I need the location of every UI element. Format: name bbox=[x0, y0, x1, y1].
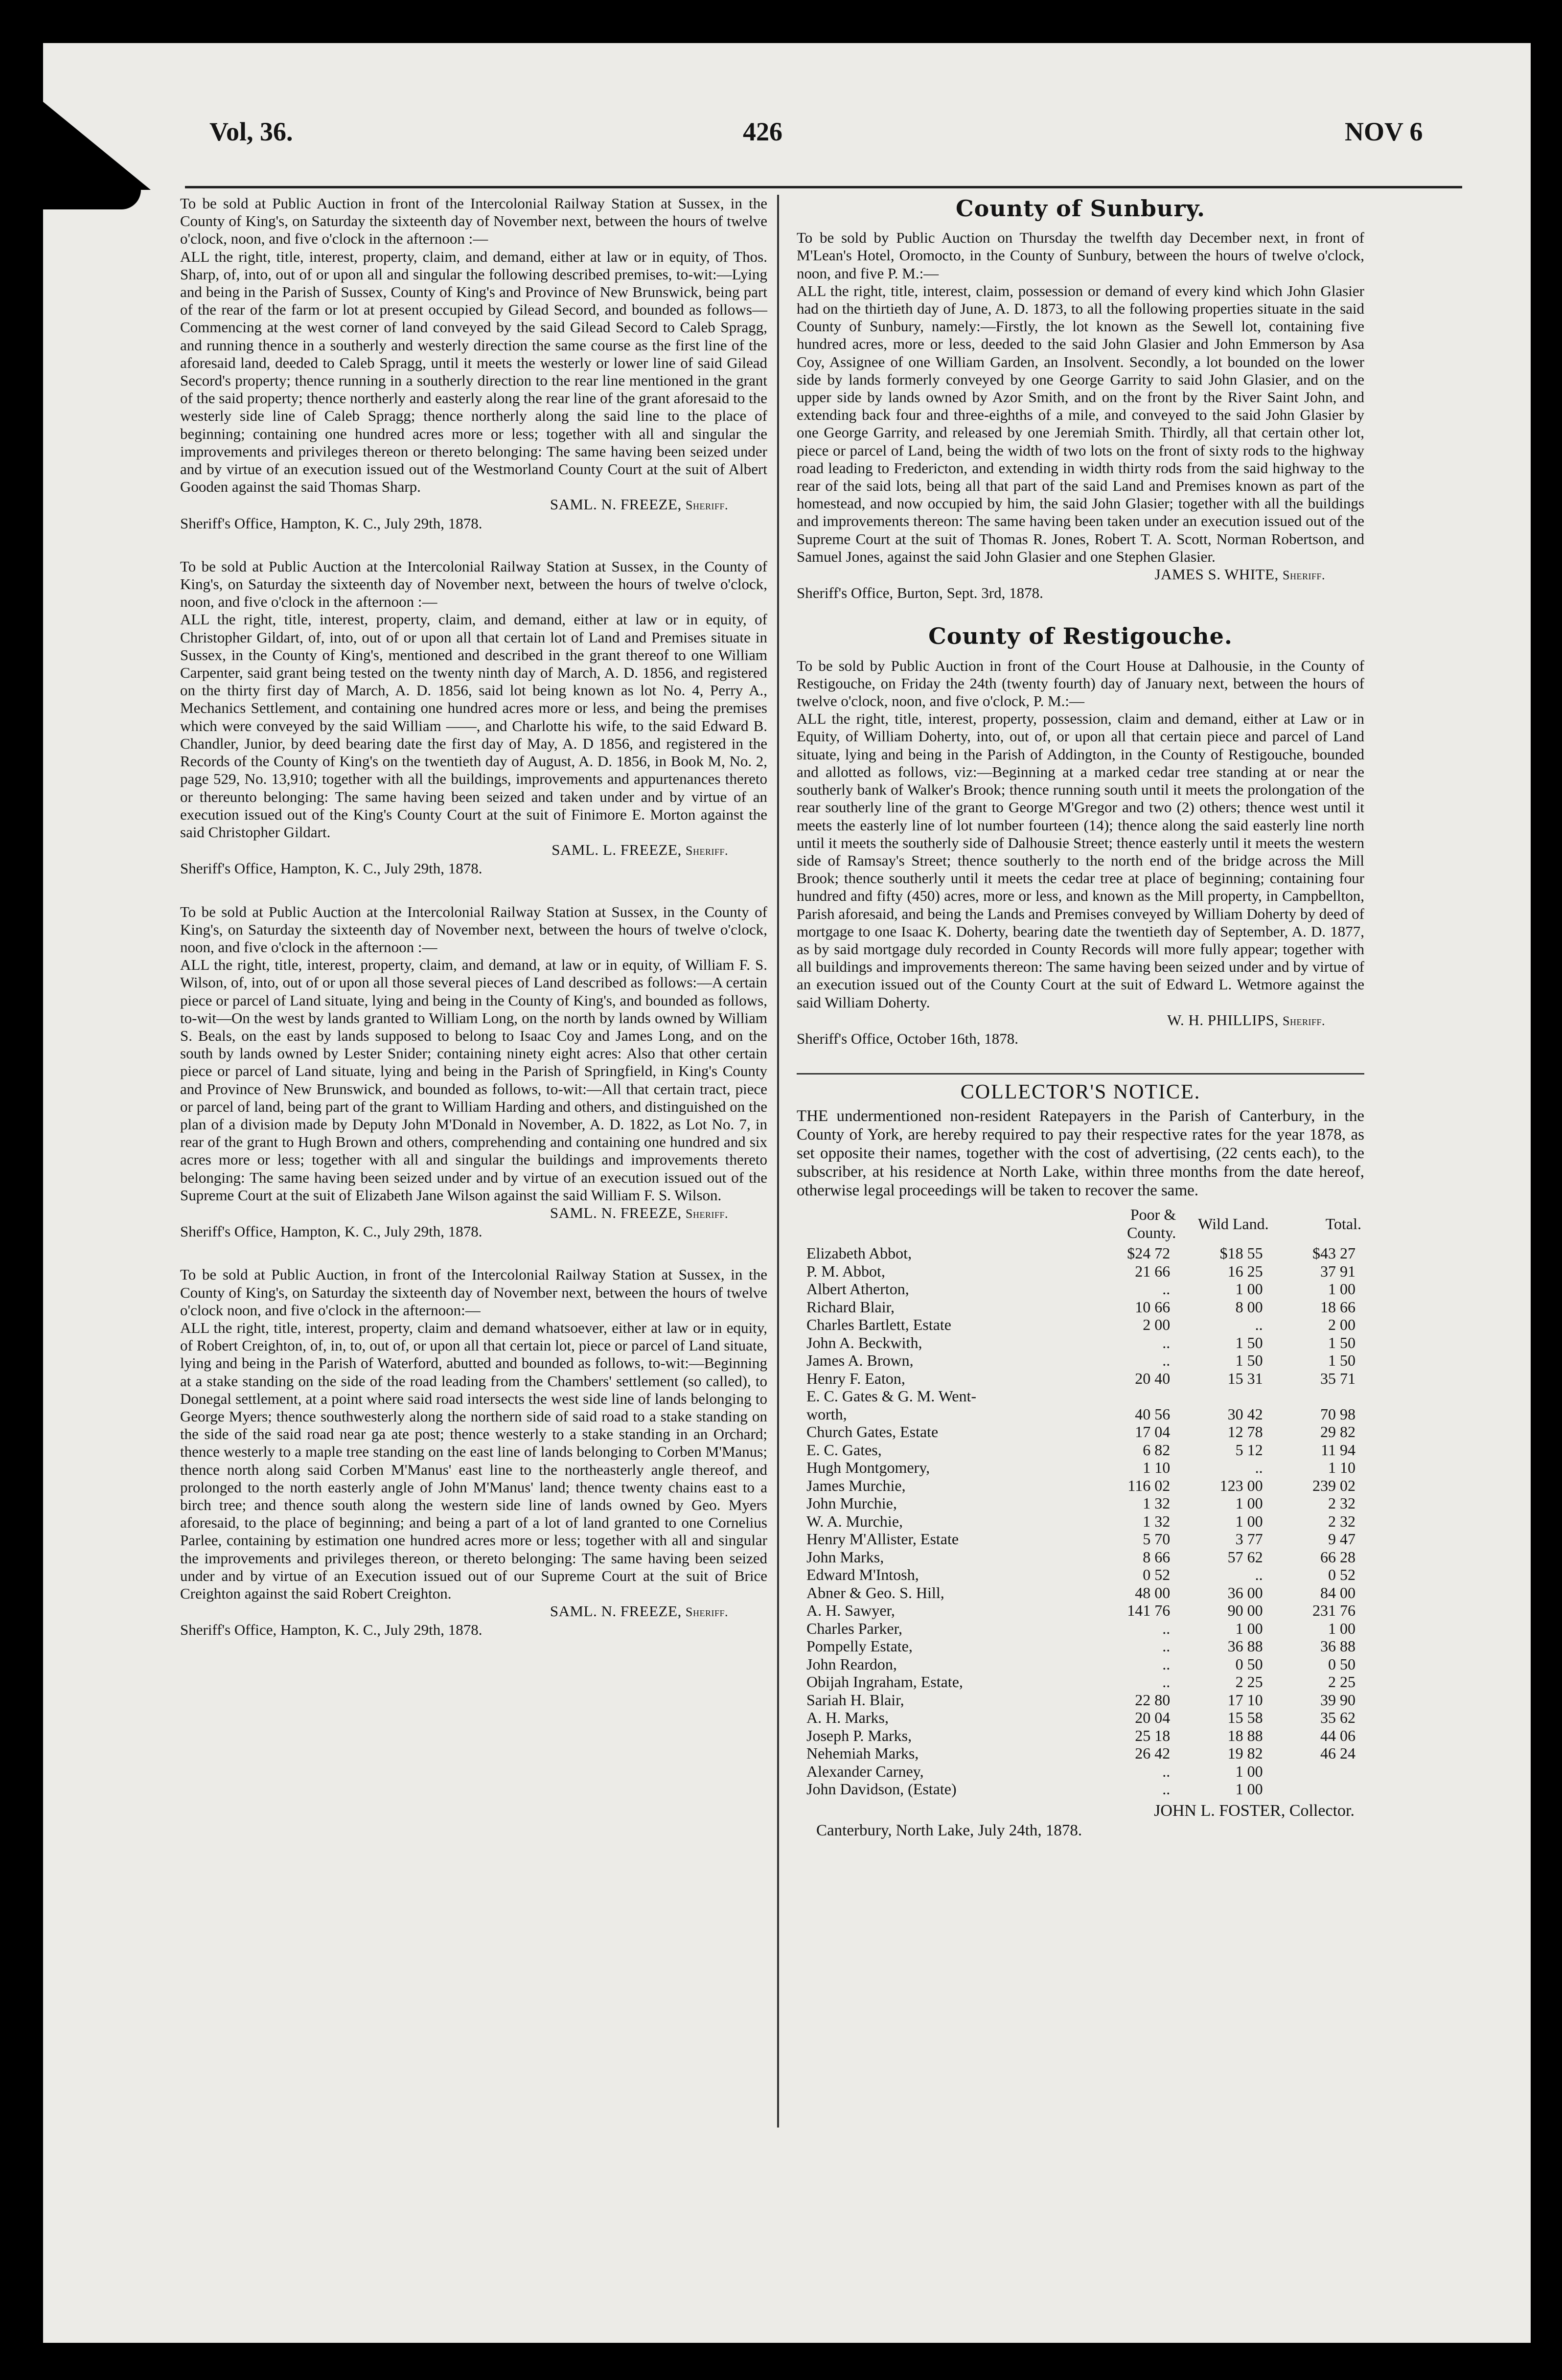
table-row bbox=[797, 1620, 1364, 1638]
poor-county-rate: 116 02 bbox=[1127, 1476, 1171, 1494]
wild-land-rate: 90 00 bbox=[1227, 1602, 1263, 1620]
total-rate: 0 50 bbox=[1328, 1655, 1355, 1673]
signer-name: SAML. N. FREEZE, bbox=[550, 1204, 682, 1221]
signer-name: SAML. L. FREEZE, bbox=[551, 841, 682, 859]
page-number: 426 bbox=[743, 117, 782, 146]
total-rate bbox=[1272, 1387, 1364, 1405]
wild-land-rate: 1 50 bbox=[1235, 1333, 1263, 1351]
total-rate: 35 71 bbox=[1320, 1369, 1355, 1387]
table-row bbox=[797, 1780, 1364, 1798]
poor-county-rate: 25 18 bbox=[1135, 1726, 1171, 1744]
table-row bbox=[797, 1405, 1364, 1423]
poor-county-rate: 48 00 bbox=[1135, 1583, 1171, 1602]
table-row bbox=[797, 1459, 1364, 1477]
ratepayer-name: John A. Beckwith, bbox=[806, 1333, 922, 1351]
notice-lead: To be sold at Public Auction, in front of the Intercolonial Railway Station at Sussex, in the County of King's, on Saturday the sixteenth day of November next, between the hours of twelve o'clock noon, and five o'clock in the afternoon:— bbox=[180, 1266, 767, 1319]
page-header bbox=[43, 43, 1531, 200]
total-rate: $43 27 bbox=[1312, 1244, 1355, 1262]
poor-county-rate: .. bbox=[1162, 1351, 1171, 1370]
wild-land-rate: 12 78 bbox=[1227, 1423, 1263, 1441]
ratepayer-name: Henry F. Eaton, bbox=[806, 1369, 905, 1387]
poor-county-rate: .. bbox=[1162, 1637, 1171, 1655]
table-row bbox=[797, 1691, 1364, 1709]
ratepayer-name: Charles Bartlett, Estate bbox=[806, 1316, 951, 1334]
wild-land-rate: 19 82 bbox=[1227, 1744, 1263, 1762]
poor-county-rate: 1 32 bbox=[1143, 1494, 1171, 1512]
total-rate: 231 76 bbox=[1312, 1602, 1355, 1620]
poor-county-rate bbox=[1086, 1387, 1179, 1405]
notice-signature bbox=[180, 1602, 767, 1621]
table-row bbox=[797, 1512, 1364, 1531]
notice-lead: To be sold by Public Auction in front of the Court House at Dalhousie, in the County of Restigouche, on Friday the 24th (twenty fourth) day of January next, between the hours of twelve o'clock, noon, and five o'clock, P. M.:— bbox=[797, 657, 1364, 710]
collector-title: COLLECTOR'S NOTICE. bbox=[960, 1081, 1201, 1104]
total-rate: 36 88 bbox=[1320, 1637, 1355, 1655]
total-rate: 66 28 bbox=[1320, 1548, 1355, 1566]
ratepayer-name: A. H. Sawyer, bbox=[806, 1602, 895, 1620]
wild-land-rate: 16 25 bbox=[1227, 1262, 1263, 1280]
table-header-row bbox=[797, 1206, 1364, 1244]
poor-county-rate: 2 00 bbox=[1143, 1316, 1171, 1334]
wild-land-rate: .. bbox=[1255, 1566, 1263, 1584]
total-rate: 239 02 bbox=[1312, 1476, 1355, 1494]
notice-office: Sheriff's Office, Hampton, K. C., July 29th, 1878. bbox=[180, 1621, 482, 1639]
signer-title: Sheriff. bbox=[686, 844, 728, 858]
table-row bbox=[797, 1548, 1364, 1566]
wild-land-rate bbox=[1179, 1387, 1271, 1405]
poor-county-rate: 10 66 bbox=[1135, 1298, 1171, 1316]
left-column bbox=[180, 195, 767, 1665]
notice-office: Sheriff's Office, October 16th, 1878. bbox=[797, 1030, 1018, 1047]
notice-lead: To be sold by Public Auction on Thursday the twelfth day December next, in front of M'Lean's Hotel, Oromocto, in the County of Sunbury, between the hours of twelve o'clock, noon, and five P. M.:— bbox=[797, 229, 1364, 282]
signer-title: Sheriff. bbox=[686, 1206, 728, 1221]
sheriff-notice bbox=[180, 195, 767, 532]
table-row bbox=[797, 1584, 1364, 1602]
county-heading: County of Sunbury. bbox=[955, 195, 1206, 222]
table-row bbox=[797, 1530, 1364, 1548]
column-divider bbox=[777, 195, 779, 2128]
total-rate: 84 00 bbox=[1320, 1583, 1355, 1602]
ratepayer-name: E. C. Gates & G. M. Went- bbox=[806, 1387, 977, 1405]
poor-county-rate: 1 10 bbox=[1143, 1459, 1171, 1477]
poor-county-rate: .. bbox=[1162, 1655, 1171, 1673]
table-row bbox=[797, 1262, 1364, 1281]
column-header: Wild Land. bbox=[1198, 1214, 1269, 1233]
newspaper-page bbox=[43, 43, 1531, 2343]
table-row bbox=[797, 1477, 1364, 1495]
table-row bbox=[797, 1387, 1364, 1405]
ratepayer-name: P. M. Abbot, bbox=[806, 1262, 885, 1280]
issue-date: NOV 6 bbox=[1345, 117, 1423, 146]
header-rule bbox=[185, 186, 1462, 188]
table-row bbox=[797, 1423, 1364, 1441]
wild-land-rate: 15 31 bbox=[1227, 1369, 1263, 1387]
total-rate: 2 00 bbox=[1328, 1316, 1355, 1334]
notice-office: Sheriff's Office, Hampton, K. C., July 29th, 1878. bbox=[180, 860, 482, 877]
wild-land-rate: 17 10 bbox=[1227, 1691, 1263, 1709]
ratepayer-name: worth, bbox=[806, 1405, 847, 1423]
notice-office: Sheriff's Office, Hampton, K. C., July 29th, 1878. bbox=[180, 514, 482, 532]
wild-land-rate: 57 62 bbox=[1227, 1548, 1263, 1566]
poor-county-rate: 26 42 bbox=[1135, 1744, 1171, 1762]
collector-signature: JOHN L. FOSTER, Collector. bbox=[1154, 1801, 1355, 1820]
total-rate: 1 50 bbox=[1328, 1333, 1355, 1351]
total-rate: 11 94 bbox=[1321, 1441, 1355, 1459]
notice-signature bbox=[180, 841, 767, 860]
poor-county-rate: .. bbox=[1162, 1280, 1171, 1298]
total-rate: 70 98 bbox=[1320, 1405, 1355, 1423]
ratepayer-name: Obijah Ingraham, Estate, bbox=[806, 1673, 963, 1691]
wild-land-rate: .. bbox=[1255, 1316, 1263, 1334]
total-rate: 46 24 bbox=[1320, 1744, 1355, 1762]
total-rate bbox=[1272, 1780, 1364, 1798]
notice-body: ALL the right, title, interest, property, claim, and demand, at law or in equity, of William F. S. Wilson, of, into, out of or upon all those several pieces of Land described as follows:—A certain piece or parcel of Land situate, lying and being in the County of King's, and bounded as follows, to-wit—On the west by lands granted to William Long, on the north by lands owned by William S. Beals, on the east by lands supposed to belong to Isaac Coy and James Long, and on the south by lands owned by Lester Snider; containing ninety eight acres: Also that other certain piece or parcel of Land situate, lying and being in the Parish of Springfield, in King's County and Province of New Brunswick, and bounded as follows, to-wit:—All that certain tract, piece or parcel of land, being part of the grant to William Harding and others, and distinguished on the plan of a division made by Deputy John M'Donald in November, A. D. 1822, as Lot No. 7, in rear of the grant to Hugh Brown and others, comprehending and containing one hundred and six acres more or less; together with all and singular the buildings and improvements thereto belonging: The same having been seized under and by virtue of an execution issued out of the Supreme Court at the suit of Elizabeth Jane Wilson against the said William F. S. Wilson. bbox=[180, 956, 767, 1204]
wild-land-rate: 1 00 bbox=[1235, 1619, 1263, 1637]
ratepayer-name: E. C. Gates, bbox=[806, 1441, 882, 1459]
county-heading: County of Restigouche. bbox=[928, 623, 1233, 650]
table-row bbox=[797, 1602, 1364, 1620]
sheriff-notice bbox=[180, 558, 767, 878]
notice-office: Sheriff's Office, Burton, Sept. 3rd, 1878. bbox=[797, 584, 1043, 602]
ratepayers-rows bbox=[797, 1244, 1364, 1798]
total-rate: 29 82 bbox=[1320, 1423, 1355, 1441]
poor-county-rate: 17 04 bbox=[1135, 1423, 1171, 1441]
wild-land-rate: 30 42 bbox=[1227, 1405, 1263, 1423]
ratepayer-name: Edward M'Intosh, bbox=[806, 1566, 919, 1584]
total-rate: 37 91 bbox=[1320, 1262, 1355, 1280]
notice-body: ALL the right, title, interest, property, claim and demand whatsoever, either at law or in equity, of Robert Creighton, of, in, to, out of, or upon all that certain lot, piece or parcel of Land situate, lying and being in the Parish of Waterford, abutted and bounded as follows, to-wit:—Beginning at a stake standing on the side of the road leading from the Chambers' settlement (so called), to Donegal settlement, at a point where said road intersects the west side line of lands belonging to George Myers; thence southwesterly along the northern side of said road to a stake standing on the side of the said road near ga ate post; thence westerly to a stake standing in an Orchard; thence westerly to a maple tree standing on the east line of lands belonging to Corben M'Manus; thence north along said Corben M'Manus' east line to the northeasterly angle thereof, and prolonged to the north easterly angle of John M'Manus' land; thence twenty chains east to a birch tree; and thence south along the western side line of lands owned by Geo. Myers aforesaid, to the place of beginning; and being a part of a lot of land granted to one Cornelius Parlee, containing by estimation one hundred acres more or less; together with all and singular the improvements and privileges thereon, or thereto belonging: The same having been seized under and by virtue of an Execution issued out of our Supreme Court at the suit of Brice Creighton against the said Robert Creighton. bbox=[180, 1319, 767, 1602]
ratepayer-name: John Murchie, bbox=[806, 1494, 897, 1512]
total-rate: 0 52 bbox=[1328, 1566, 1355, 1584]
table-row bbox=[797, 1370, 1364, 1388]
total-rate: 2 25 bbox=[1328, 1673, 1355, 1691]
table-row bbox=[797, 1298, 1364, 1316]
notice-body: ALL the right, title, interest, property, claim, and demand, either at law or in equity, of Christopher Gildart, of, into, out of or upon all that certain lot of Land and Premises situate in Sussex, in the County of King's, mentioned and described in the grant thereof to one William Carpenter, said grant being tested on the twenty ninth day of March, A. D. 1856, and registered on the thirty first day of March, A. D. 1856, said lot being known as lot No. 4, Perry A., Mechanics Settlement, and containing one hundred acres more or less, and being the premises which were conveyed by the said William ——, and Charlotte his wife, to the said Edward B. Chandler, Junior, by deed bearing date the first day of May, A. D 1856, and registered in the Records of the County of King's on the twentieth day of August, A. D. 1856, in Book M, No. 2, page 529, No. 13,910; together with all the buildings, improvements and appurtenances thereto or thereunto belonging: The same having been seized and taken under and by virtue of an execution issued out of the King's County Court at the suit of Finimore E. Morton against the said Christopher Gildart. bbox=[180, 611, 767, 841]
poor-county-rate: 0 52 bbox=[1143, 1566, 1171, 1584]
wild-land-rate: 0 50 bbox=[1235, 1655, 1263, 1673]
total-rate: 9 47 bbox=[1328, 1530, 1355, 1548]
table-row bbox=[797, 1762, 1364, 1781]
table-row bbox=[797, 1744, 1364, 1762]
ratepayer-name: John Reardon, bbox=[806, 1655, 897, 1673]
poor-county-rate: 141 76 bbox=[1127, 1602, 1171, 1620]
sheriff-notice bbox=[180, 1266, 767, 1639]
total-rate: 44 06 bbox=[1320, 1726, 1355, 1744]
poor-county-rate: .. bbox=[1162, 1333, 1171, 1351]
poor-county-rate: 6 82 bbox=[1143, 1441, 1171, 1459]
table-row bbox=[797, 1566, 1364, 1584]
ratepayer-name: James A. Brown, bbox=[806, 1351, 914, 1370]
wild-land-rate: $18 55 bbox=[1219, 1244, 1263, 1262]
ratepayer-name: John Marks, bbox=[806, 1548, 884, 1566]
right-column bbox=[797, 195, 1364, 1839]
total-rate bbox=[1272, 1762, 1364, 1781]
poor-county-rate: .. bbox=[1162, 1673, 1171, 1691]
section-rule bbox=[797, 1073, 1364, 1075]
wild-land-rate: 8 00 bbox=[1235, 1298, 1263, 1316]
ratepayers-table bbox=[797, 1206, 1364, 1798]
collector-intro: THE undermentioned non-resident Ratepayers in the Parish of Canterbury, in the County of York, are hereby required to pay their respective rates for the year 1878, as set opposite their names, together with the cost of advertising, (22 cents each), to the subscriber, at his residence at North Lake, within three months from the date hereof, otherwise legal proceedings will be taken to recover the same. bbox=[797, 1107, 1364, 1200]
poor-county-rate: 21 66 bbox=[1135, 1262, 1171, 1280]
table-row bbox=[797, 1673, 1364, 1691]
wild-land-rate: 1 00 bbox=[1235, 1494, 1263, 1512]
notice-lead: To be sold at Public Auction at the Intercolonial Railway Station at Sussex, in the County of King's, on Saturday the sixteenth day of November next, between the hours of twelve o'clock, noon, and five o'clock in the afternoon :— bbox=[180, 557, 767, 611]
table-row bbox=[797, 1441, 1364, 1459]
poor-county-rate: 22 80 bbox=[1135, 1691, 1171, 1709]
volume-label: Vol, 36. bbox=[209, 117, 293, 146]
table-row bbox=[797, 1316, 1364, 1334]
ratepayer-name: Sariah H. Blair, bbox=[806, 1691, 904, 1709]
total-rate: 1 50 bbox=[1328, 1351, 1355, 1370]
notice-body: ALL the right, title, interest, property, possession, claim and demand, either at Law or in Equity, of William Doherty, into, out of, or upon all that certain piece and parcel of Land situate, lying and being in the Parish of Addington, in the County of Restigouche, bounded and allotted as follows, viz:—Beginning at a marked cedar tree standing at or near the southerly bank of Walker's Brook; thence running south until it meets the prolongation of the rear southerly line of the grant to George M'Gregor and two (2) others; thence west until it meets the easterly line of lot number fourteen (14); thence along the said easterly line north until it meets the southerly side of Dalhousie Street; thence easterly until it meets the western side of Ramsay's Street; thence southerly to the north end of the bridge across the Mill Brook; thence southerly until it meets the cedar tree at place of beginning; containing four hundred and fifty (450) acres, more or less, and known as the Mill property, in Campbellton, Parish aforesaid, and being the Lands and Premises conveyed by William Doherty by deed of mortgage to one Isaac K. Doherty, bearing date the twentieth day of September, A. D. 1877, as by said mortgage duly recorded in County Records will more fully appear; together with all buildings and improvements thereon: The same having been seized under and by virtue of an execution issued out of the County Court at the suit of Edward L. Wetmore against the said William Doherty. bbox=[797, 710, 1364, 1011]
poor-county-rate: .. bbox=[1162, 1619, 1171, 1637]
wild-land-rate: 2 25 bbox=[1235, 1673, 1263, 1691]
ratepayer-name: Pompelly Estate, bbox=[806, 1637, 913, 1655]
poor-county-rate: .. bbox=[1162, 1780, 1171, 1798]
wild-land-rate: 1 00 bbox=[1235, 1280, 1263, 1298]
table-row bbox=[797, 1244, 1364, 1262]
ratepayer-name: Abner & Geo. S. Hill, bbox=[806, 1583, 944, 1602]
column-header: Total. bbox=[1325, 1214, 1361, 1233]
notice-body: ALL the right, title, interest, property, claim, and demand, either at law or in equity, of Thos. Sharp, of, into, out of or upon all and singular the following described premises, to-wit:—Lying and being in the Parish of Sussex, County of King's and Province of New Brunswick, being part of the rear of the farm or lot at present occupied by Gilead Secord, and bounded as follows—Commencing at the west corner of land conveyed by the said Gilead Secord to Caleb Spragg, and running thence in a southerly and westerly direction the same course as the first line of the aforesaid land, deeded to Caleb Spragg, until it meets the westerly or lower line of said Gilead Secord's property; thence running in a southerly direction to the rear line mentioned in the grant of the said property; thence northerly and easterly along the rear line of the grant aforesaid to the westerly side line of Caleb Spragg; thence northerly along the said line to the place of beginning; containing one hundred acres more or less; together with all and singular the improvements and privileges thereon or thereto belonging: The same having been seized under and by virtue of an execution issued out of the Westmorland County Court at the suit of Albert Gooden against the said Thomas Sharp. bbox=[180, 248, 767, 496]
poor-county-rate: 40 56 bbox=[1135, 1405, 1171, 1423]
notice-signature bbox=[180, 1204, 767, 1223]
wild-land-rate: .. bbox=[1255, 1459, 1263, 1477]
signer-title: Sheriff. bbox=[1283, 1013, 1325, 1028]
poor-county-rate: 1 32 bbox=[1143, 1512, 1171, 1530]
table-row bbox=[797, 1709, 1364, 1727]
table-row bbox=[797, 1280, 1364, 1298]
ratepayer-name: A. H. Marks, bbox=[806, 1709, 889, 1727]
ratepayer-name: James Murchie, bbox=[806, 1476, 906, 1494]
sunbury-notice bbox=[797, 195, 1364, 602]
ratepayer-name: John Davidson, (Estate) bbox=[806, 1780, 957, 1798]
signer-title: Sheriff. bbox=[1283, 568, 1325, 583]
wild-land-rate: 36 00 bbox=[1227, 1583, 1263, 1602]
poor-county-rate: 8 66 bbox=[1143, 1548, 1171, 1566]
notice-lead: To be sold at Public Auction in front of the Intercolonial Railway Station at Sussex, in the County of King's, on Saturday the sixteenth day of November next, between the hours of twelve o'clock, noon, and five o'clock in the afternoon :— bbox=[180, 195, 767, 248]
wild-land-rate: 36 88 bbox=[1227, 1637, 1263, 1655]
wild-land-rate: 1 50 bbox=[1235, 1351, 1263, 1370]
ratepayer-name: Charles Parker, bbox=[806, 1619, 902, 1637]
column-header: Poor & County. bbox=[1127, 1206, 1176, 1241]
poor-county-rate: .. bbox=[1162, 1762, 1171, 1780]
wild-land-rate: 123 00 bbox=[1219, 1476, 1263, 1494]
total-rate: 35 62 bbox=[1320, 1709, 1355, 1727]
poor-county-rate: 20 40 bbox=[1135, 1369, 1171, 1387]
ratepayer-name: W. A. Murchie, bbox=[806, 1512, 903, 1530]
poor-county-rate: $24 72 bbox=[1127, 1244, 1171, 1262]
total-rate: 1 00 bbox=[1328, 1280, 1355, 1298]
ratepayer-name: Elizabeth Abbot, bbox=[806, 1244, 912, 1262]
wild-land-rate: 1 00 bbox=[1235, 1762, 1263, 1780]
ratepayer-name: Richard Blair, bbox=[806, 1298, 895, 1316]
ratepayer-name: Nehemiah Marks, bbox=[806, 1744, 919, 1762]
notice-lead: To be sold at Public Auction at the Intercolonial Railway Station at Sussex, in the County of King's, on Saturday the sixteenth day of November next, between the hours of twelve o'clock, noon, and five o'clock in the afternoon :— bbox=[180, 903, 767, 956]
ratepayer-name: Henry M'Allister, Estate bbox=[806, 1530, 959, 1548]
wild-land-rate: 18 88 bbox=[1227, 1726, 1263, 1744]
signer-name: W. H. PHILLIPS, bbox=[1167, 1011, 1279, 1029]
notice-body: ALL the right, title, interest, claim, possession or demand of every kind which John Glasier had on the thirtieth day of June, A. D. 1873, to all the following properties situate in the said County of Sunbury, namely:—Firstly, the lot known as the Sewell lot, containing five hundred acres, more or less, deeded to the said John Glasier and John Emmerson by Asa Coy, Assignee of one William Garden, an Insolvent. Secondly, a lot bounded on the lower side by lands formerly conveyed by one George Garrity to said John Glasier, and on the upper side by lands owned by Azor Smith, and on the front by the River Saint John, and extending back four and three-eighths of a mile, and conveyed to the said John Glasier by one George Garrity, and released by one Jeremiah Smith. Thirdly, all that certain other lot, piece or parcel of Land, being the width of two lots on the front of sixty rods to the highway road leading to Fredericton, and extending in width thirty rods from the said highway to the rear of the said lots, being all that part of the said Land and Premises known as part of the homestead, and now occupied by him, the said John Glasier; together with all the buildings and improvements thereon: The same having been taken under an execution issued out of the Supreme Court at the suit of Thomas R. Jones, Robert T. A. Scott, Norman Robertson, and Samuel Jones, against the said John Glasier and one Stephen Glasier. bbox=[797, 282, 1364, 565]
signer-title: Sheriff. bbox=[686, 1605, 728, 1620]
total-rate: 2 32 bbox=[1328, 1494, 1355, 1512]
collector-notice bbox=[797, 1083, 1364, 1839]
table-row bbox=[797, 1351, 1364, 1370]
ratepayer-name: Alexander Carney, bbox=[806, 1762, 924, 1780]
notice-office: Sheriff's Office, Hampton, K. C., July 29th, 1878. bbox=[180, 1223, 482, 1240]
wild-land-rate: 15 58 bbox=[1227, 1709, 1263, 1727]
total-rate: 1 00 bbox=[1328, 1619, 1355, 1637]
ratepayer-name: Church Gates, Estate bbox=[806, 1423, 939, 1441]
signer-name: SAML. N. FREEZE, bbox=[550, 1602, 682, 1620]
ratepayer-name: Albert Atherton, bbox=[806, 1280, 909, 1298]
signer-name: JAMES S. WHITE, bbox=[1154, 566, 1279, 583]
notice-signature bbox=[797, 566, 1364, 584]
table-row bbox=[797, 1637, 1364, 1655]
notice-signature bbox=[180, 496, 767, 514]
total-rate: 18 66 bbox=[1320, 1298, 1355, 1316]
table-row bbox=[797, 1334, 1364, 1352]
restigouche-notice bbox=[797, 623, 1364, 1048]
total-rate: 1 10 bbox=[1328, 1459, 1355, 1477]
wild-land-rate: 1 00 bbox=[1235, 1512, 1263, 1530]
signer-title: Sheriff. bbox=[686, 498, 728, 513]
table-row bbox=[797, 1727, 1364, 1745]
poor-county-rate: 5 70 bbox=[1143, 1530, 1171, 1548]
collector-date: Canterbury, North Lake, July 24th, 1878. bbox=[816, 1822, 1082, 1840]
table-row bbox=[797, 1494, 1364, 1512]
total-rate: 39 90 bbox=[1320, 1691, 1355, 1709]
wild-land-rate: 3 77 bbox=[1235, 1530, 1263, 1548]
total-rate: 2 32 bbox=[1328, 1512, 1355, 1530]
notice-signature bbox=[797, 1011, 1364, 1030]
table-row bbox=[797, 1655, 1364, 1673]
poor-county-rate: 20 04 bbox=[1135, 1709, 1171, 1727]
signer-name: SAML. N. FREEZE, bbox=[550, 496, 682, 513]
wild-land-rate: 1 00 bbox=[1235, 1780, 1263, 1798]
ratepayer-name: Joseph P. Marks, bbox=[806, 1726, 912, 1744]
wild-land-rate: 5 12 bbox=[1235, 1441, 1263, 1459]
ratepayer-name: Hugh Montgomery, bbox=[806, 1459, 930, 1477]
sheriff-notice bbox=[180, 903, 767, 1241]
